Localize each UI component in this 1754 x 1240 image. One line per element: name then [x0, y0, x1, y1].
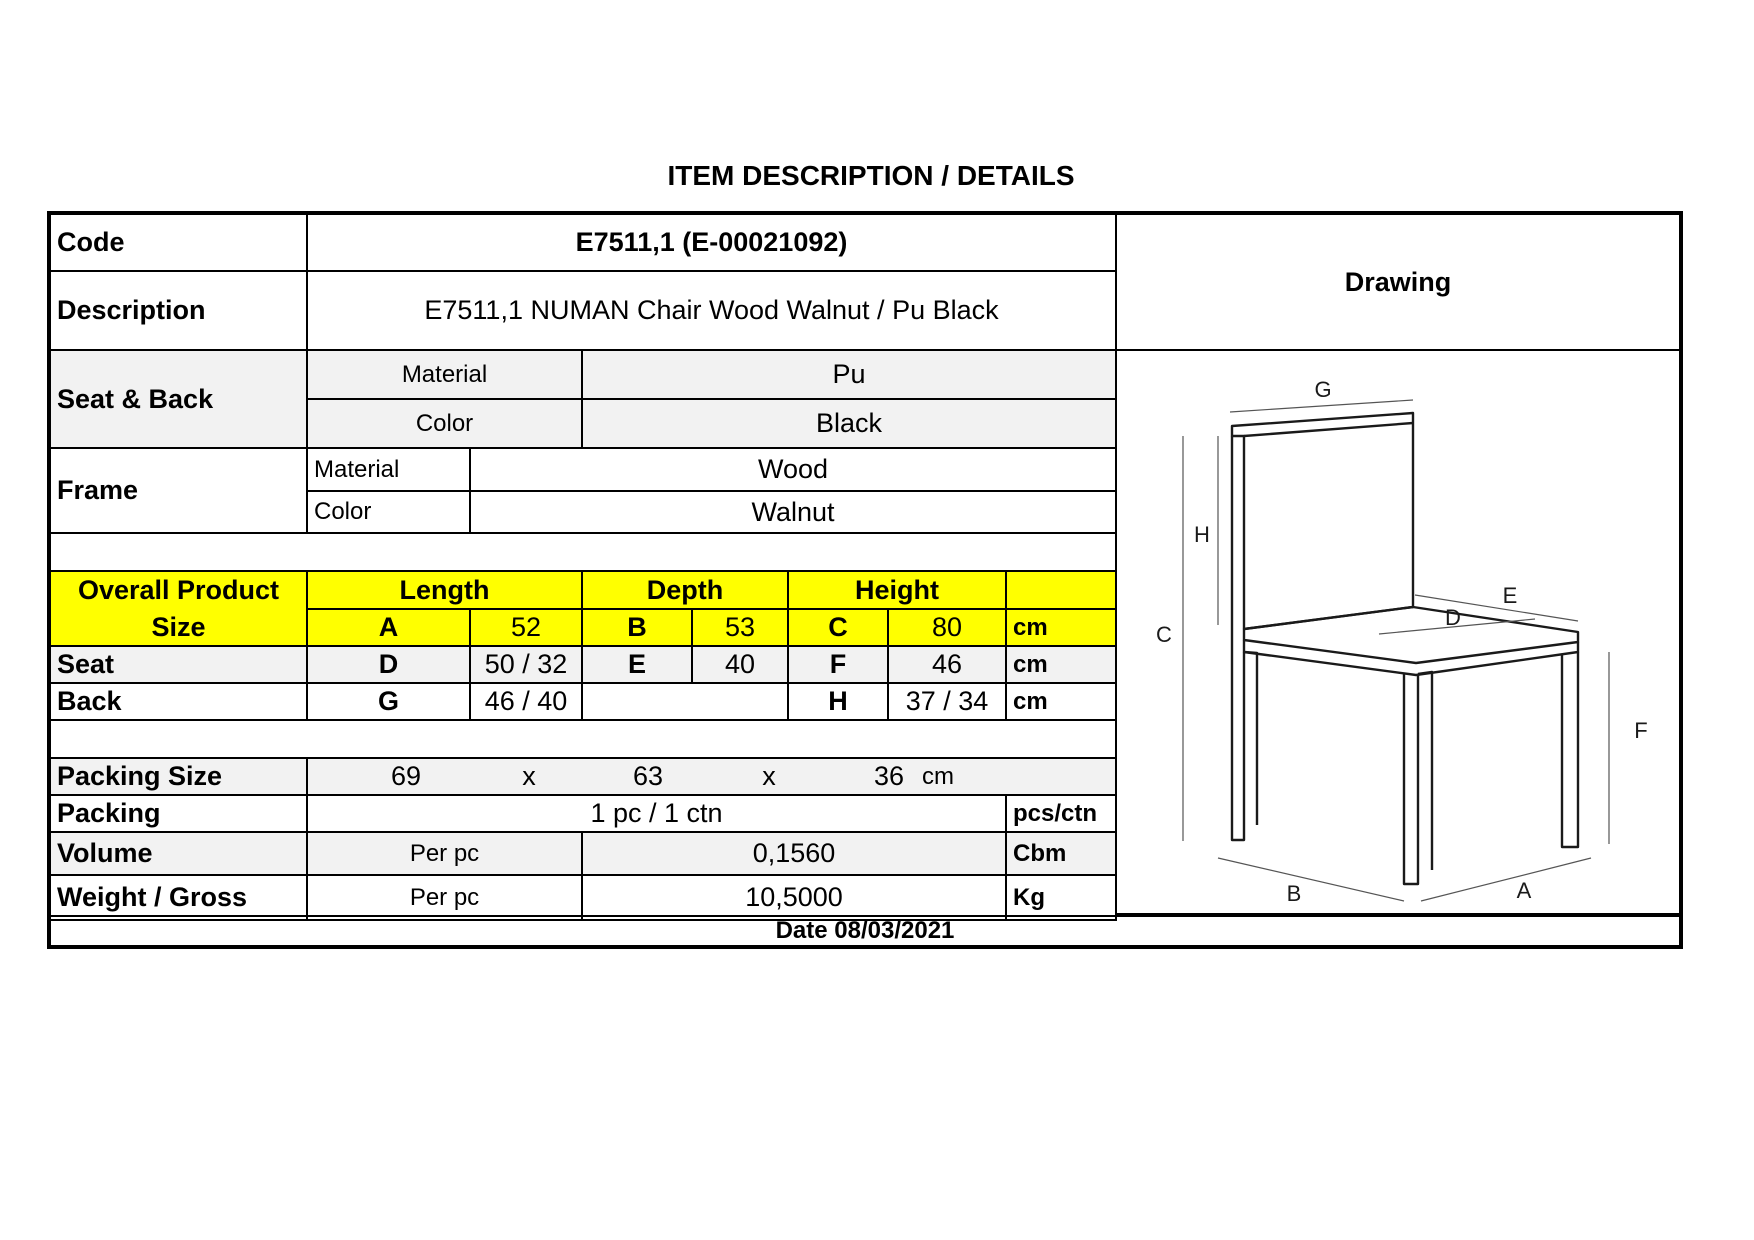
chair-leg-front-right — [1562, 652, 1578, 847]
chair-backrest-inner — [1244, 423, 1413, 436]
packing-size-width: 63 — [632, 761, 664, 791]
height-letter: C — [789, 610, 889, 647]
weight-unit: Kg — [1007, 876, 1117, 921]
depth-value: 53 — [693, 610, 789, 647]
weight-label: Weight / Gross — [51, 876, 308, 921]
seat-back-color-value: Black — [583, 400, 1117, 449]
seat-label: Seat — [51, 647, 308, 684]
volume-unit: Cbm — [1007, 833, 1117, 876]
back-label: Back — [51, 684, 308, 721]
length-letter: A — [308, 610, 471, 647]
overall-size-label-line2: Size — [151, 611, 206, 642]
dim-line-a — [1421, 858, 1591, 901]
volume-label: Volume — [51, 833, 308, 876]
dim-line-e — [1415, 595, 1578, 621]
seat-back-label: Seat & Back — [51, 351, 308, 449]
frame-material-value: Wood — [471, 449, 1117, 492]
chair-leg-back-left — [1232, 436, 1244, 840]
seat-d-letter: D — [308, 647, 471, 684]
chair-leg-front-left-inner — [1418, 672, 1432, 870]
dim-label-f: F — [1634, 718, 1648, 743]
chair-leg-front-left — [1404, 674, 1418, 884]
packing-unit: pcs/ctn — [1007, 796, 1117, 833]
depth-letter: B — [583, 610, 693, 647]
dim-label-g: G — [1314, 377, 1332, 402]
frame-color-label: Color — [308, 492, 471, 534]
packing-size-length: 69 — [390, 761, 422, 791]
seat-unit: cm — [1007, 647, 1117, 684]
seat-back-material-value: Pu — [583, 351, 1117, 400]
height-value: 80 — [889, 610, 1007, 647]
height-header: Height — [789, 572, 1007, 610]
seat-e-value: 40 — [693, 647, 789, 684]
dim-label-h: H — [1194, 522, 1210, 547]
back-h-value: 37 / 34 — [889, 684, 1007, 721]
dim-label-d: D — [1445, 605, 1461, 630]
overall-size-label-line1: Overall Product — [77, 574, 280, 605]
packing-size-unit: cm — [922, 762, 954, 790]
description-label: Description — [51, 272, 308, 351]
depth-header: Depth — [583, 572, 789, 610]
seat-back-color-label: Color — [308, 400, 583, 449]
date-footer: Date 08/03/2021 — [51, 915, 1679, 945]
overall-size-label — [51, 572, 308, 647]
spec-sheet-table — [47, 211, 1683, 949]
weight-value: 10,5000 — [583, 876, 1007, 921]
packing-value: 1 pc / 1 ctn — [308, 796, 1007, 833]
seat-f-value: 46 — [889, 647, 1007, 684]
code-label: Code — [51, 215, 308, 272]
dim-line-b — [1218, 858, 1404, 901]
frame-material-label: Material — [308, 449, 471, 492]
frame-label: Frame — [51, 449, 308, 534]
chair-seat — [1244, 607, 1578, 663]
packing-size-height: 36 — [873, 761, 905, 791]
length-value: 52 — [471, 610, 583, 647]
spacer-row — [51, 534, 1117, 572]
dim-label-b: B — [1286, 881, 1302, 906]
document-title: ITEM DESCRIPTION / DETAILS — [667, 160, 1075, 191]
unit-header-empty — [1007, 572, 1117, 610]
seat-f-letter: F — [789, 647, 889, 684]
chair-leg-back-left-inner — [1244, 652, 1257, 825]
back-h-letter: H — [789, 684, 889, 721]
length-header: Length — [308, 572, 583, 610]
drawing-area — [1117, 351, 1683, 915]
packing-size-label: Packing Size — [51, 759, 308, 796]
weight-basis: Per pc — [308, 876, 583, 921]
back-g-value: 46 / 40 — [471, 684, 583, 721]
description-value: E7511,1 NUMAN Chair Wood Walnut / Pu Black — [308, 272, 1117, 351]
chair-drawing — [1117, 351, 1683, 914]
chair-backrest — [1232, 413, 1413, 629]
volume-value: 0,1560 — [583, 833, 1007, 876]
seat-d-value: 50 / 32 — [471, 647, 583, 684]
drawing-label: Drawing — [1117, 215, 1679, 351]
packing-size-x1: x — [522, 761, 536, 791]
seat-back-material-label: Material — [308, 351, 583, 400]
packing-size-values — [308, 759, 1117, 796]
spacer-row-2 — [51, 721, 1117, 759]
dim-label-a: A — [1516, 878, 1532, 903]
back-empty-cell — [583, 684, 789, 721]
packing-size-x2: x — [762, 761, 776, 791]
code-value: E7511,1 (E-00021092) — [308, 215, 1117, 272]
chair-seat-front-edge — [1244, 640, 1578, 675]
dim-label-e: E — [1502, 583, 1518, 608]
volume-basis: Per pc — [308, 833, 583, 876]
back-g-letter: G — [308, 684, 471, 721]
overall-unit: cm — [1007, 610, 1117, 647]
dim-label-c: C — [1156, 622, 1172, 647]
back-unit: cm — [1007, 684, 1117, 721]
frame-color-value: Walnut — [471, 492, 1117, 534]
seat-e-letter: E — [583, 647, 693, 684]
packing-label: Packing — [51, 796, 308, 833]
